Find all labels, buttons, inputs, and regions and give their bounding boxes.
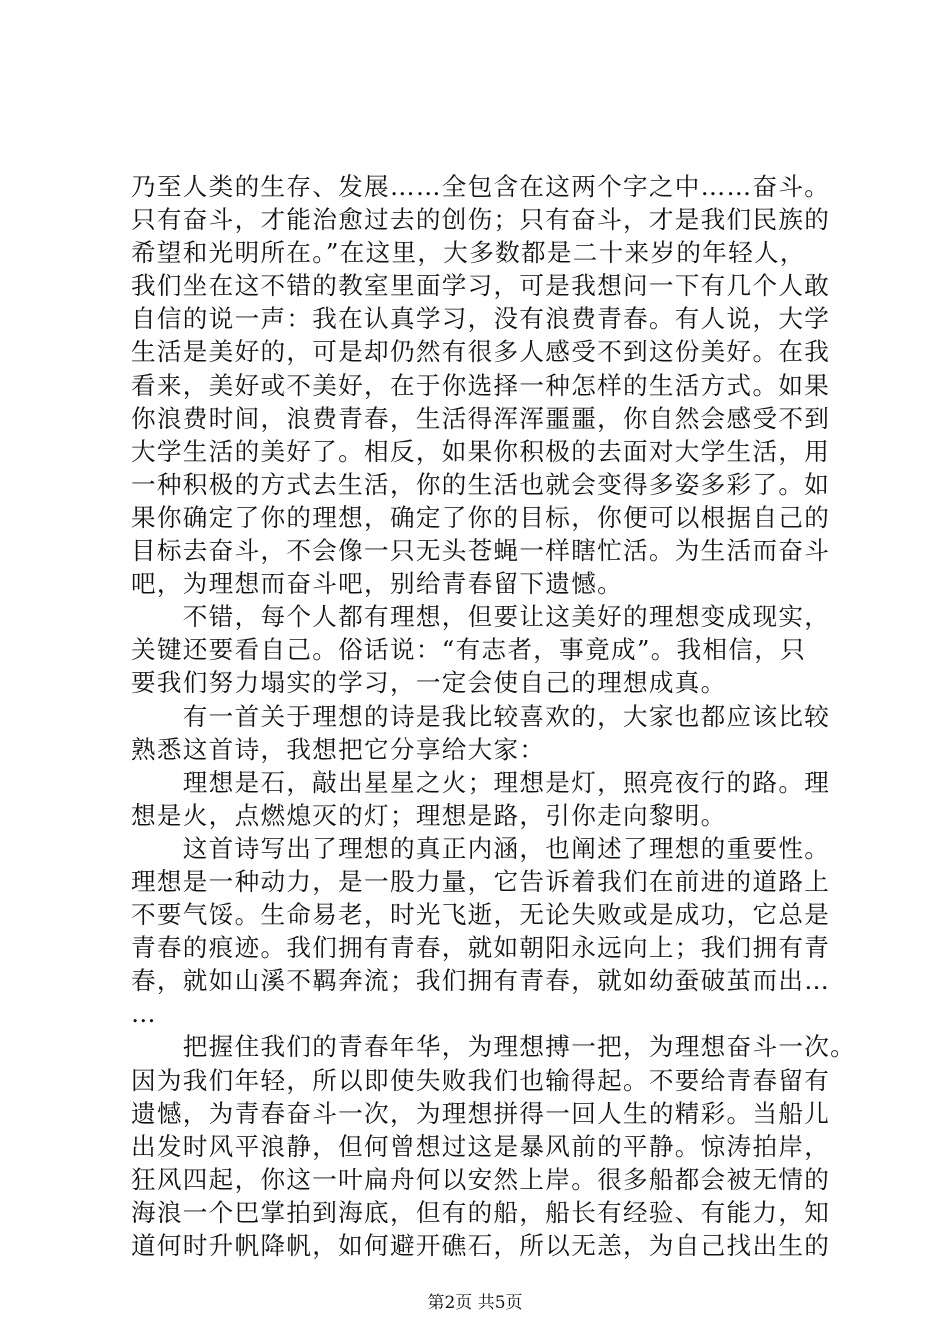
text-line: 把握住我们的青春年华，为理想搏一把，为理想奋斗一次。 [131,1032,857,1062]
text-line: 吧，为理想而奋斗吧，别给青春留下遗憾。 [131,569,623,599]
text-line: 果你确定了你的理想，确定了你的目标，你便可以根据自己的 [131,502,831,532]
text-line: 青春的痕迹。我们拥有青春，就如朝阳永远向上；我们拥有青 [131,933,831,963]
text-line: 不要气馁。生命易老，时光飞逝，无论失败或是成功，它总是 [131,900,831,930]
text-line: 关键还要看自己。俗话说：“有志者，事竟成”。我相信，只 [131,635,807,665]
text-line: 要我们努力塌实的学习，一定会使自己的理想成真。 [131,668,727,698]
text-line: 自信的说一声：我在认真学习，没有浪费青春。有人说，大学 [131,304,831,334]
text-line: 你浪费时间，浪费青春，生活得浑浑噩噩，你自然会感受不到 [131,403,831,433]
text-line: 遗憾，为青春奋斗一次，为理想拼得一回人生的精彩。当船儿 [131,1098,831,1128]
text-line: 理想是一种动力，是一股力量，它告诉着我们在前进的道路上 [131,866,831,896]
text-line: 出发时风平浪静，但何曾想过这是暴风前的平静。惊涛拍岸， [131,1131,831,1161]
text-line: 春，就如山溪不羁奔流；我们拥有青春，就如幼蚕破茧而出… [131,966,831,996]
text-line: 希望和光明所在。”在这里，大多数都是二十来岁的年轻人， [131,238,806,268]
text-line: 海浪一个巴掌拍到海底，但有的船，船长有经验、有能力，知 [131,1197,831,1227]
text-line: 理想是石，敲出星星之火；理想是灯，照亮夜行的路。理 [131,767,831,797]
text-line: 乃至人类的生存、发展……全包含在这两个字之中……奋斗。 [131,172,831,201]
text-line: 生活是美好的，可是却仍然有很多人感受不到这份美好。在我 [131,337,831,367]
text-line: 想是火，点燃熄灭的灯；理想是路，引你走向黎明。 [131,800,727,830]
text-line: 这首诗写出了理想的真正内涵，也阐述了理想的重要性。 [131,833,831,863]
text-line: 看来，美好或不美好，在于你选择一种怎样的生活方式。如果 [131,370,831,400]
text-line: 狂风四起，你这一叶扁舟何以安然上岸。很多船都会被无情的 [131,1164,831,1194]
text-line: … [131,999,157,1029]
text-line: 只有奋斗，才能治愈过去的创伤；只有奋斗，才是我们民族的 [131,205,831,235]
text-line: 目标去奋斗，不会像一只无头苍蝇一样瞎忙活。为生活而奋斗 [131,536,831,566]
text-line: 大学生活的美好了。相反，如果你积极的去面对大学生活，用 [131,436,831,466]
text-line: 道何时升帆降帆，如何避开礁石，所以无恙，为自己找出生的 [131,1231,831,1260]
text-line: 不错，每个人都有理想，但要让这美好的理想变成现实， [131,602,831,632]
page-footer: 第2页 共5页 [427,1293,523,1313]
text-line: 因为我们年轻，所以即使失败我们也输得起。不要给青春留有 [131,1065,831,1095]
text-line: 我们坐在这不错的教室里面学习，可是我想问一下有几个人敢 [131,271,831,301]
text-line: 有一首关于理想的诗是我比较喜欢的，大家也都应该比较 [131,701,831,731]
body-text [131,170,857,1262]
text-line: 一种积极的方式去生活，你的生活也就会变得多姿多彩了。如 [131,469,831,499]
text-line: 熟悉这首诗，我想把它分享给大家： [131,734,546,764]
